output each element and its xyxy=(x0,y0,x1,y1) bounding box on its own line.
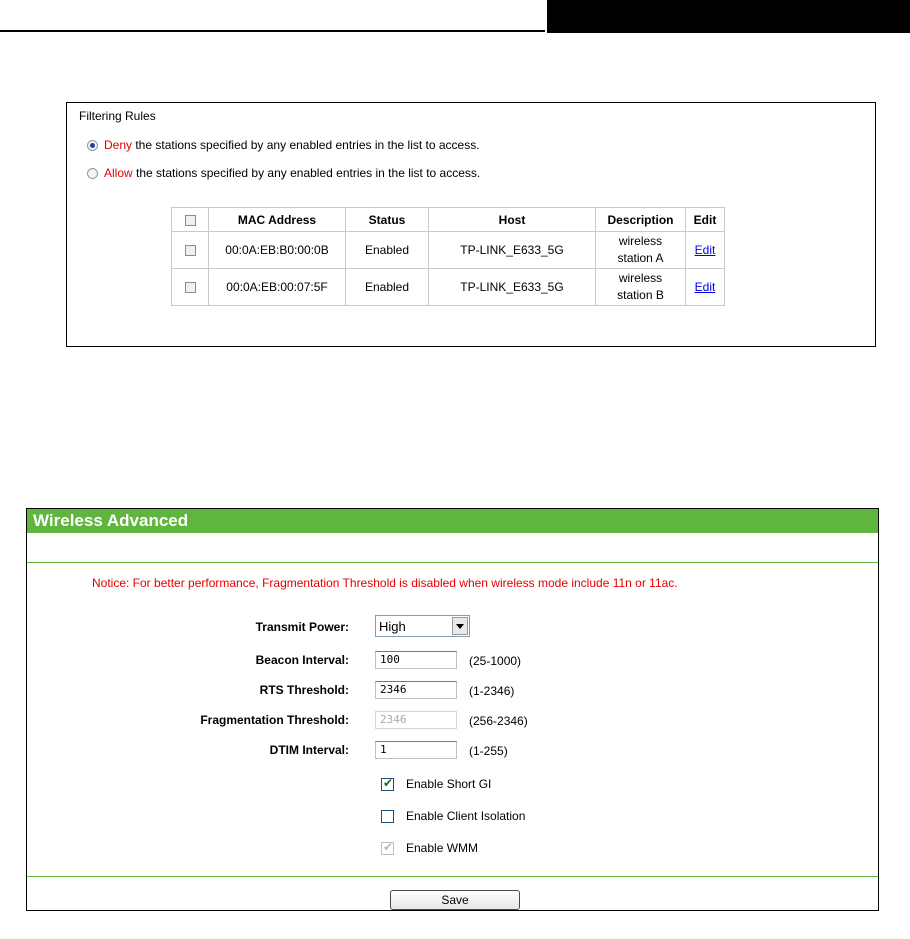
divider-top xyxy=(27,562,878,563)
mac-cell: 00:0A:EB:B0:00:0B xyxy=(209,232,346,269)
page-header-block xyxy=(547,0,910,33)
wireless-advanced-panel xyxy=(26,508,879,911)
row-checkbox[interactable] xyxy=(185,282,196,293)
transmit-power-value: High xyxy=(379,619,406,634)
panel-title: Wireless Advanced xyxy=(27,509,878,533)
beacon-interval-input[interactable]: 100 xyxy=(375,651,457,669)
select-all-checkbox[interactable] xyxy=(185,215,196,226)
rts-threshold-range: (1-2346) xyxy=(469,684,515,698)
edit-cell xyxy=(686,269,725,306)
select-all-cell xyxy=(172,208,209,232)
table-row xyxy=(172,232,725,269)
table-header-row xyxy=(172,208,725,232)
allow-keyword: Allow xyxy=(104,166,133,180)
deny-option[interactable] xyxy=(87,137,480,153)
filtering-rules-title: Filtering Rules xyxy=(79,109,156,123)
wmm-option xyxy=(381,841,478,855)
row-checkbox[interactable] xyxy=(185,245,196,256)
col-status: Status xyxy=(346,208,429,232)
description-line-2: station B xyxy=(617,288,664,302)
short-gi-option[interactable] xyxy=(381,777,491,791)
row-checkbox-cell xyxy=(172,232,209,269)
host-cell: TP-LINK_E633_5G xyxy=(429,232,596,269)
edit-link[interactable]: Edit xyxy=(694,242,716,257)
allow-radio[interactable] xyxy=(87,168,98,179)
fragmentation-threshold-range: (256-2346) xyxy=(469,714,528,728)
status-cell: Enabled xyxy=(346,232,429,269)
deny-keyword: Deny xyxy=(104,138,133,152)
dtim-interval-label: DTIM Interval: xyxy=(269,743,349,757)
deny-radio[interactable] xyxy=(87,140,98,151)
row-checkbox-cell xyxy=(172,269,209,306)
wmm-checkbox xyxy=(381,842,394,855)
description-line-1: wireless xyxy=(618,271,663,285)
short-gi-checkbox[interactable] xyxy=(381,778,394,791)
table-row xyxy=(172,269,725,306)
edit-link[interactable]: Edit xyxy=(694,279,716,294)
filtering-rules-panel xyxy=(66,102,876,347)
dtim-interval-range: (1-255) xyxy=(469,744,508,758)
description-line-2: station A xyxy=(617,251,664,265)
client-isolation-option[interactable] xyxy=(381,809,525,823)
status-cell: Enabled xyxy=(346,269,429,306)
col-host: Host xyxy=(429,208,596,232)
transmit-power-label: Transmit Power: xyxy=(255,620,349,634)
col-edit: Edit xyxy=(686,208,725,232)
col-description: Description xyxy=(596,208,686,232)
client-isolation-checkbox[interactable] xyxy=(381,810,394,823)
allow-text: the stations specified by any enabled entries in the list to access. xyxy=(132,166,481,180)
save-button[interactable]: Save xyxy=(390,890,520,910)
transmit-power-select[interactable] xyxy=(375,615,470,637)
divider-bottom xyxy=(27,876,878,877)
fragmentation-threshold-label: Fragmentation Threshold: xyxy=(200,713,349,727)
notice-text: Notice: For better performance, Fragmentation Threshold is disabled when wireless mode include 11n or 11ac. xyxy=(92,576,678,590)
chevron-down-icon[interactable] xyxy=(452,617,468,635)
wmm-label: Enable WMM xyxy=(406,841,479,855)
page-header-rule xyxy=(0,30,545,32)
short-gi-label: Enable Short GI xyxy=(406,777,492,791)
dtim-interval-input[interactable]: 1 xyxy=(375,741,457,759)
deny-text: the stations specified by any enabled entries in the list to access. xyxy=(132,138,480,152)
description-line-1: wireless xyxy=(618,234,663,248)
beacon-interval-range: (25-1000) xyxy=(469,654,522,668)
fragmentation-threshold-input: 2346 xyxy=(375,711,457,729)
description-cell xyxy=(596,269,686,306)
mac-filter-table xyxy=(171,207,725,306)
allow-option[interactable] xyxy=(87,165,480,181)
mac-cell: 00:0A:EB:00:07:5F xyxy=(209,269,346,306)
edit-cell xyxy=(686,232,725,269)
host-cell: TP-LINK_E633_5G xyxy=(429,269,596,306)
col-mac-address: MAC Address xyxy=(209,208,346,232)
rts-threshold-label: RTS Threshold: xyxy=(259,683,349,697)
rts-threshold-input[interactable]: 2346 xyxy=(375,681,457,699)
description-cell xyxy=(596,232,686,269)
client-isolation-label: Enable Client Isolation xyxy=(406,809,526,823)
beacon-interval-label: Beacon Interval: xyxy=(255,653,349,667)
